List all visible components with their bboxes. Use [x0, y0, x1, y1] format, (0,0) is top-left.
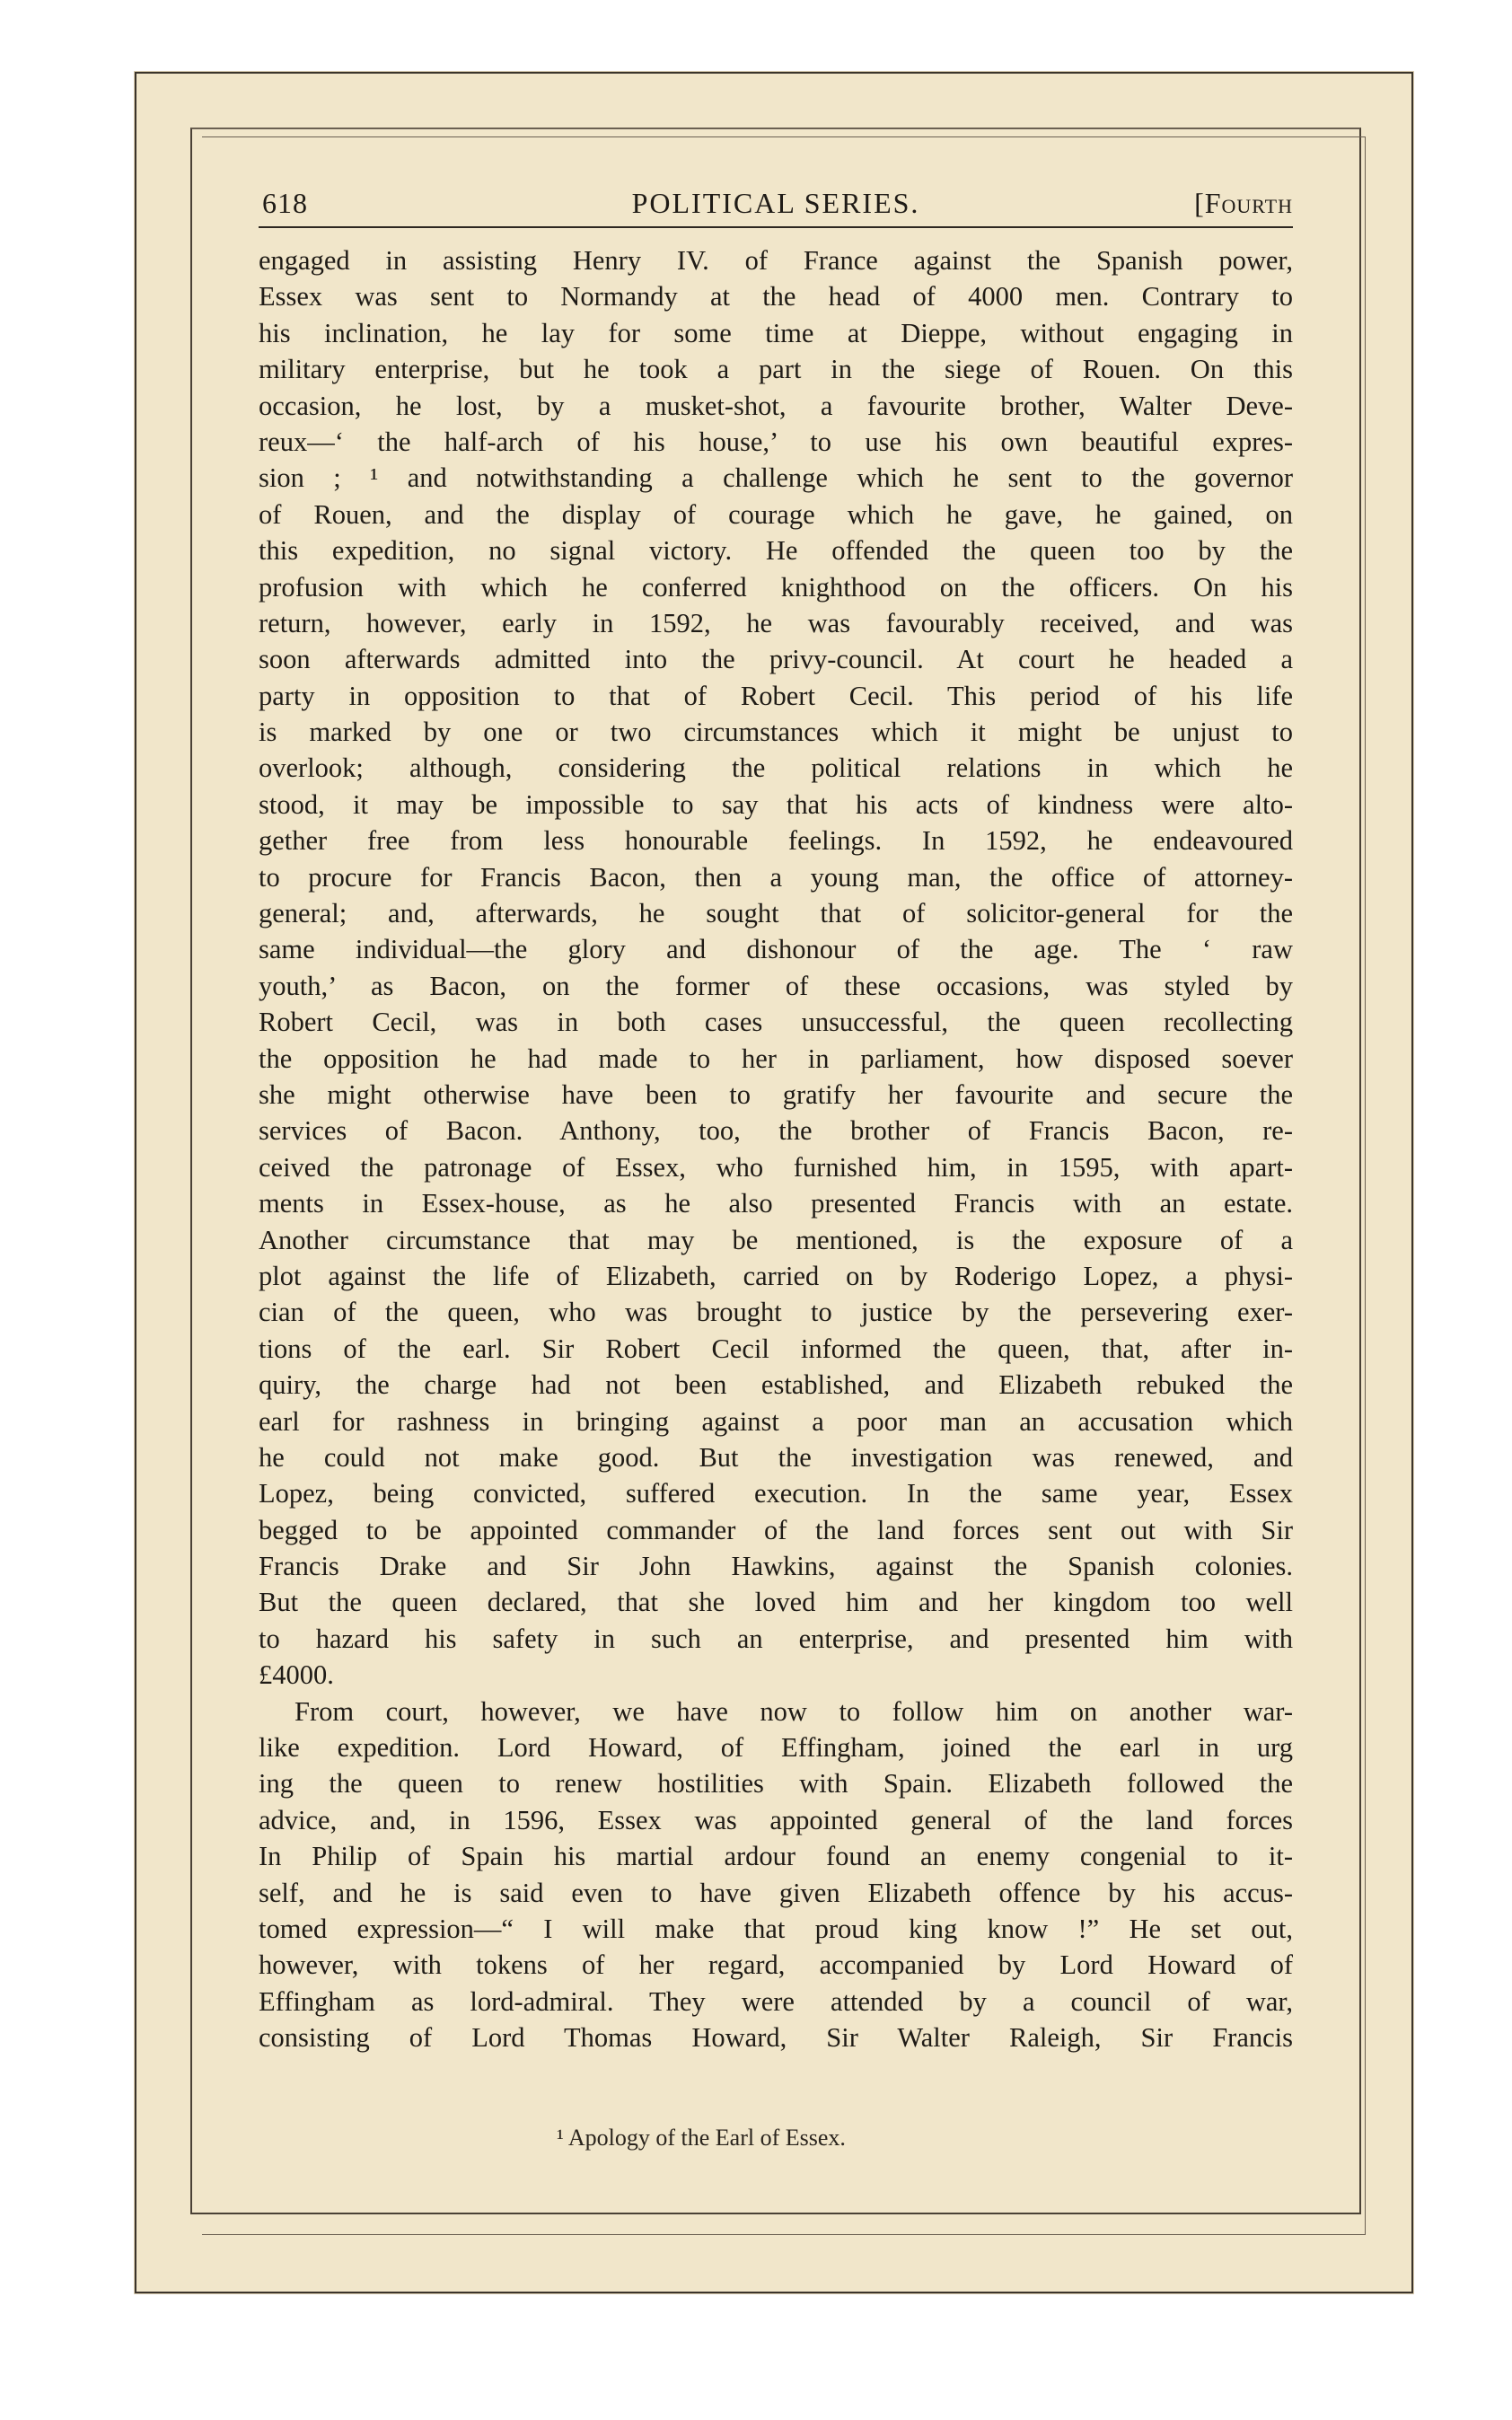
- text-line: But the queen declared, that she loved him and her kingdom too well: [259, 1587, 1293, 1618]
- text-line: profusion with which he conferred knighthood on the officers. On his: [259, 571, 1293, 603]
- page-number: 618: [262, 187, 308, 219]
- paragraph-1: [259, 242, 1293, 1694]
- text-line: however, with tokens of her regard, accompanied by Lord Howard of: [259, 1949, 1293, 1981]
- text-line: to procure for Francis Bacon, then a young man, the office of attorney-: [259, 861, 1293, 893]
- text-line: begged to be appointed commander of the land forces sent out with Sir: [259, 1514, 1293, 1545]
- text-line: consisting of Lord Thomas Howard, Sir Walter Raleigh, Sir Francis: [259, 2022, 1293, 2054]
- text-line: occasion, he lost, by a musket-shot, a favourite brother, Walter Deve-: [259, 390, 1293, 421]
- text-line: Lopez, being convicted, suffered execution. In the same year, Essex: [259, 1478, 1293, 1509]
- text-line: she might otherwise have been to gratify her favourite and secure the: [259, 1078, 1293, 1110]
- paragraph-2: [259, 1694, 1293, 2056]
- text-line: earl for rashness in bringing against a poor man an accusation which: [259, 1405, 1293, 1437]
- text-line: ceived the patronage of Essex, who furnished him, in 1595, with apart-: [259, 1151, 1293, 1183]
- text-line: sion ; ¹ and notwithstanding a challenge which he sent to the governor: [259, 462, 1293, 494]
- text-line: stood, it may be impossible to say that his acts of kindness were alto-: [259, 788, 1293, 820]
- text-line: he could not make good. But the investigation was renewed, and: [259, 1441, 1293, 1473]
- text-line: advice, and, in 1596, Essex was appointed general of the land forces: [259, 1804, 1293, 1835]
- text-block: [259, 180, 1293, 2056]
- text-line: soon afterwards admitted into the privy-council. At court he headed a: [259, 644, 1293, 675]
- text-line: the opposition he had made to her in parliament, how disposed soever: [259, 1043, 1293, 1074]
- text-line: military enterprise, but he took a part in the siege of Rouen. On this: [259, 354, 1293, 385]
- text-line: services of Bacon. Anthony, too, the brother of Francis Bacon, re-: [259, 1115, 1293, 1147]
- text-line: youth,’ as Bacon, on the former of these occasions, was styled by: [259, 970, 1293, 1001]
- text-line: gether free from less honourable feelings. In 1592, he endeavoured: [259, 825, 1293, 857]
- text-line: quiry, the charge had not been established, and Elizabeth rebuked the: [259, 1369, 1293, 1401]
- running-head: [259, 180, 1293, 228]
- text-line: Another circumstance that may be mentioned, is the exposure of a: [259, 1224, 1293, 1255]
- text-line: From court, however, we have now to follow him on another war-: [294, 1695, 1293, 1727]
- footnote: ¹ Apology of the Earl of Essex.: [557, 2125, 846, 2151]
- text-line: return, however, early in 1592, he was favourably received, and was: [259, 607, 1293, 638]
- text-line: party in opposition to that of Robert Cecil. This period of his life: [259, 680, 1293, 711]
- text-line: self, and he is said even to have given Elizabeth offence by his accus-: [259, 1877, 1293, 1908]
- text-line: Robert Cecil, was in both cases unsuccessful, the queen recollecting: [259, 1007, 1293, 1038]
- text-line: of Rouen, and the display of courage which he gave, he gained, on: [259, 498, 1293, 530]
- text-line: ing the queen to renew hostilities with Spain. Elizabeth followed the: [259, 1768, 1293, 1800]
- text-line: Essex was sent to Normandy at the head of 4000 men. Contrary to: [259, 281, 1293, 312]
- text-line: In Philip of Spain his martial ardour found an enemy congenial to it-: [259, 1841, 1293, 1872]
- text-line: same individual—the glory and dishonour of the age. The ‘ raw: [259, 934, 1293, 965]
- text-line: £4000.: [259, 1659, 334, 1691]
- text-line: plot against the life of Elizabeth, carried on by Roderigo Lopez, a physi-: [259, 1260, 1293, 1291]
- text-line: his inclination, he lay for some time at Dieppe, without engaging in: [259, 317, 1293, 348]
- text-line: tomed expression—“ I will make that proud king know !” He set out,: [259, 1913, 1293, 1944]
- text-line: Francis Drake and Sir John Hawkins, against the Spanish colonies.: [259, 1551, 1293, 1582]
- text-line: engaged in assisting Henry IV. of France against the Spanish power,: [259, 245, 1293, 276]
- text-line: ments in Essex-house, as he also presented Francis with an estate.: [259, 1188, 1293, 1219]
- text-line: like expedition. Lord Howard, of Effingham, joined the earl in urg: [259, 1732, 1293, 1764]
- series-title: POLITICAL SERIES.: [631, 187, 920, 219]
- text-line: Effingham as lord-admiral. They were attended by a council of war,: [259, 1985, 1293, 2017]
- text-line: this expedition, no signal victory. He offended the queen too by the: [259, 535, 1293, 567]
- text-line: cian of the queen, who was brought to justice by the persevering exer-: [259, 1297, 1293, 1328]
- text-line: tions of the earl. Sir Robert Cecil informed the queen, that, after in-: [259, 1333, 1293, 1364]
- text-line: general; and, afterwards, he sought that of solicitor-general for the: [259, 898, 1293, 929]
- text-line: to hazard his safety in such an enterprise, and presented him with: [259, 1623, 1293, 1654]
- text-line: overlook; although, considering the political relations in which he: [259, 752, 1293, 784]
- text-line: is marked by one or two circumstances which it might be unjust to: [259, 717, 1293, 748]
- body-text: [259, 242, 1293, 2056]
- section-marker: [Fourth: [1194, 187, 1293, 219]
- text-line: reux—‘ the half-arch of his house,’ to use his own beautiful expres-: [259, 426, 1293, 457]
